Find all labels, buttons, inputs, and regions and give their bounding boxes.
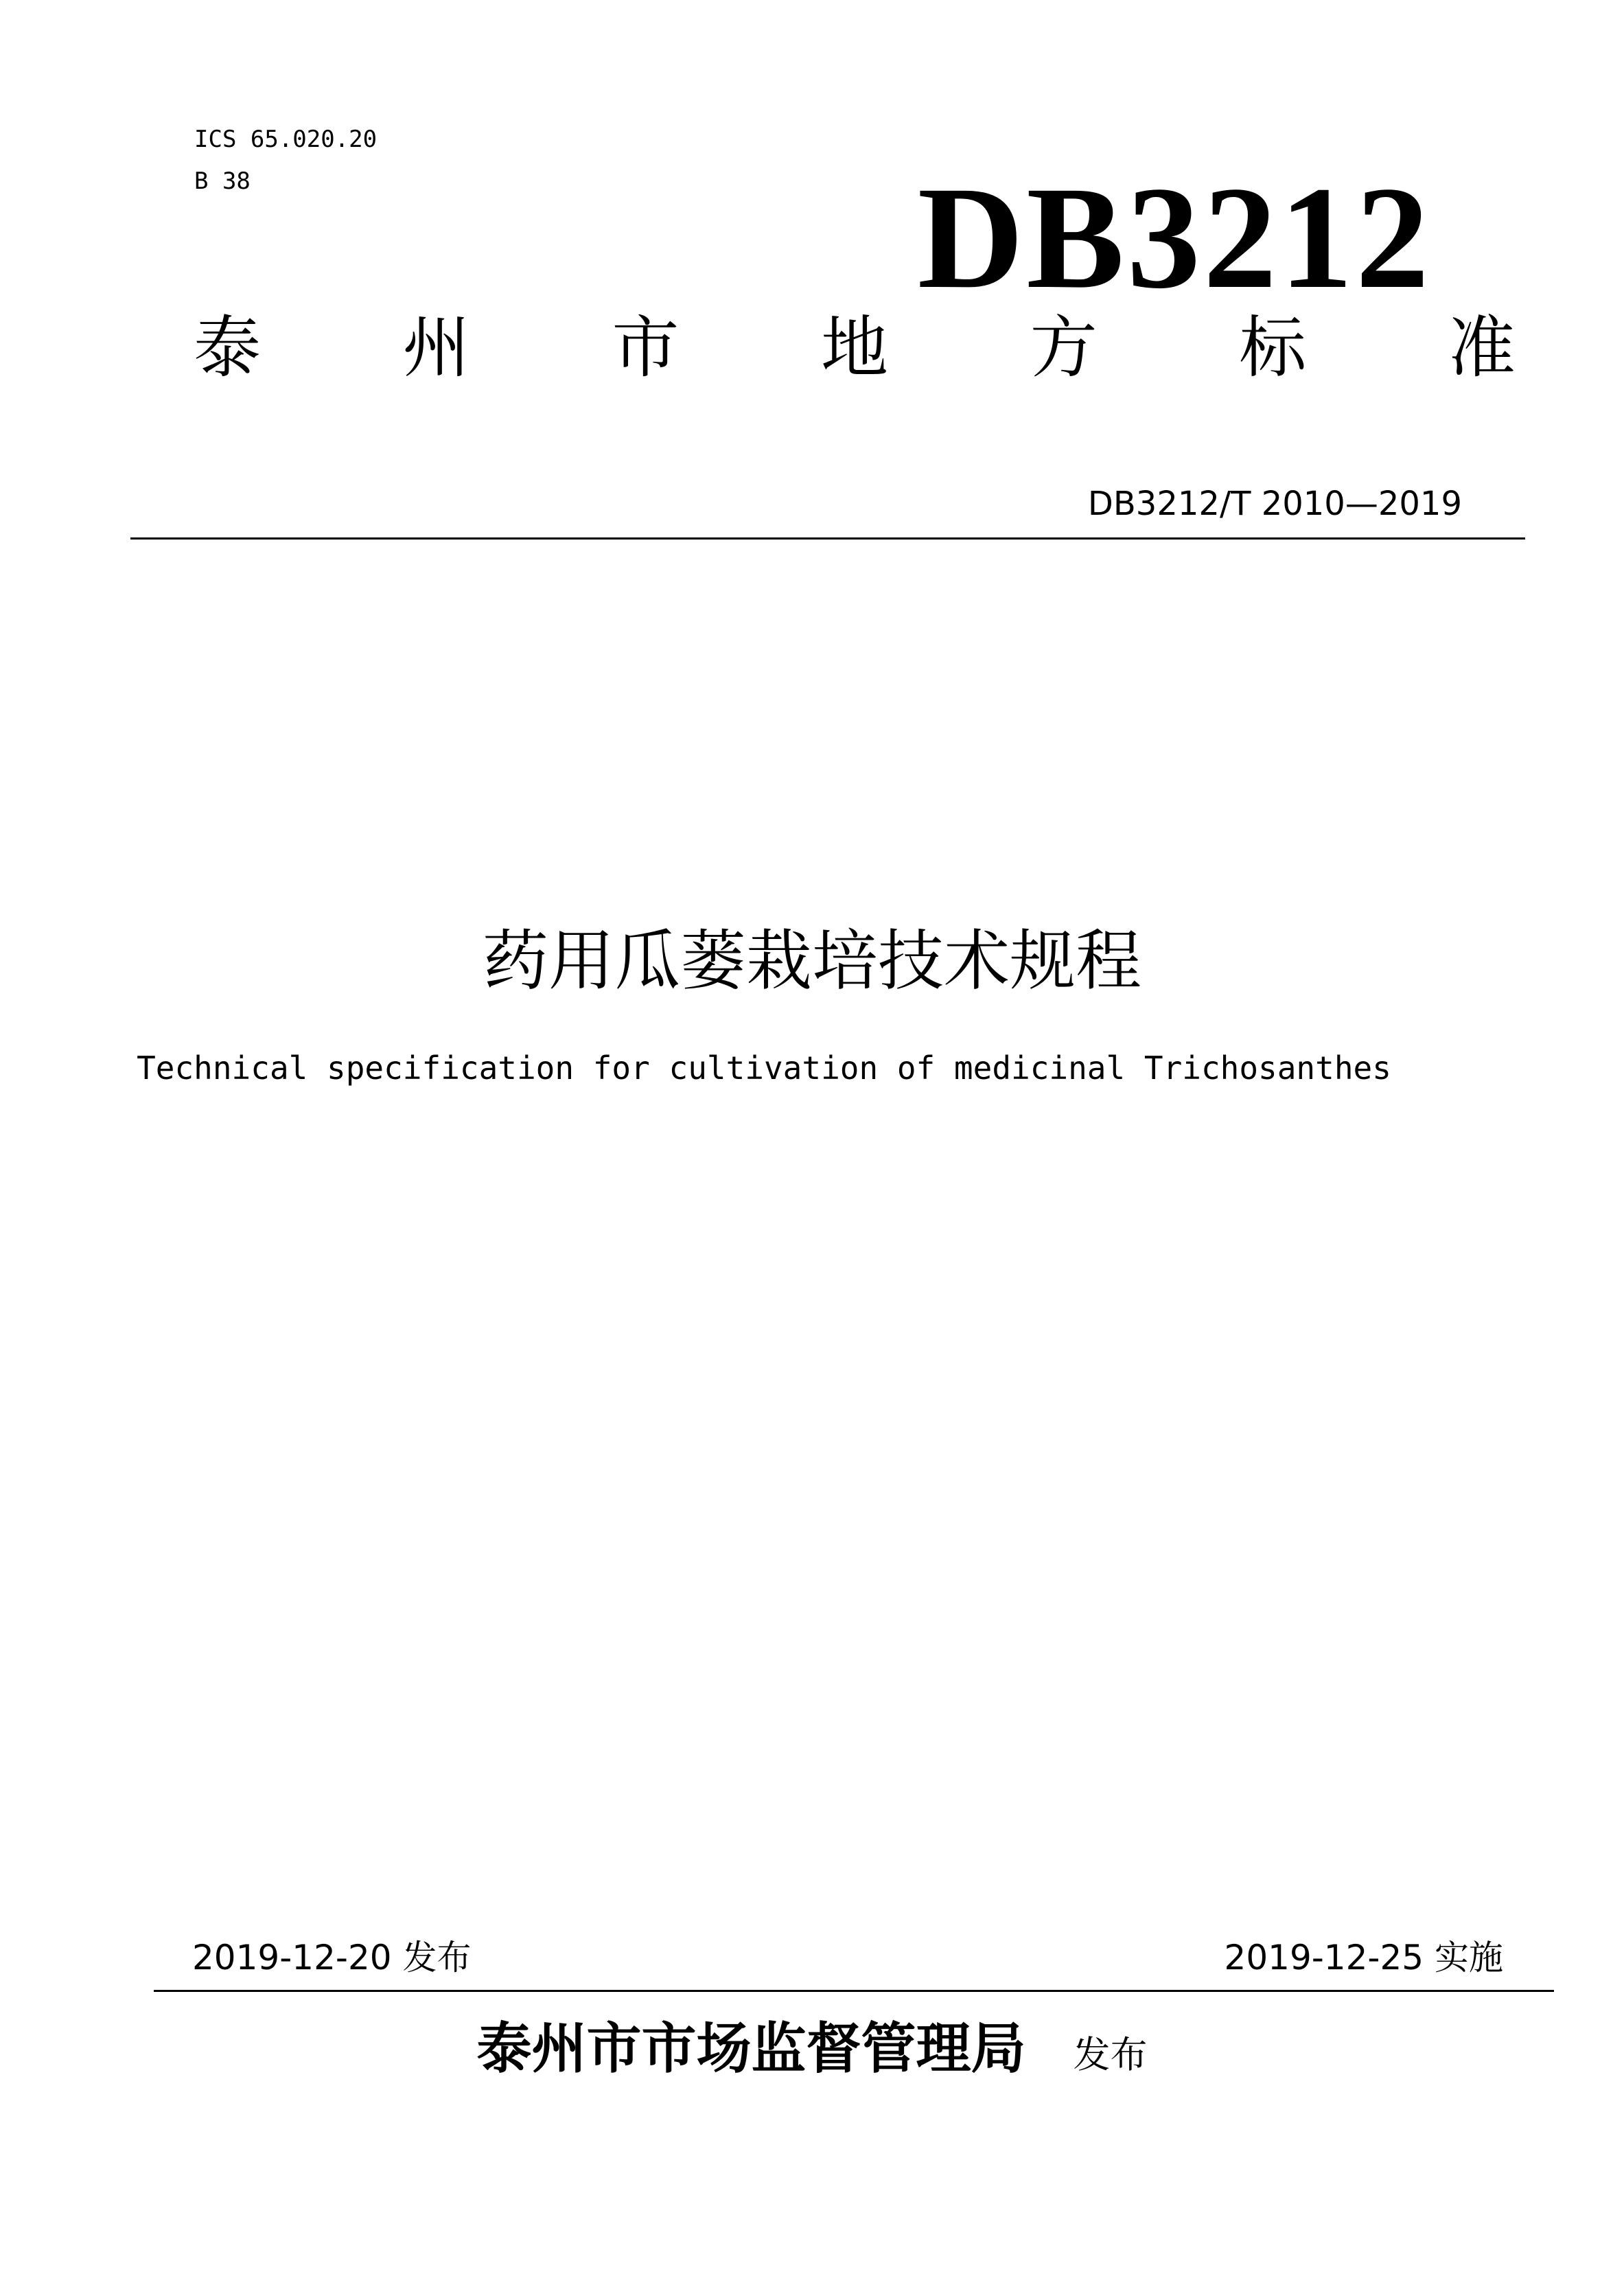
issue-date: 2019-12-20 发布 [192, 1938, 472, 1978]
issuer-suffix: 发布 [1073, 2033, 1148, 2076]
standard-type-char: 州 [402, 309, 470, 387]
classification-code: B 38 [194, 167, 251, 195]
footer-divider [154, 1990, 1554, 1992]
standard-type-char: 方 [1030, 309, 1098, 387]
issuer-name: 泰州市市场监督管理局 [476, 2017, 1026, 2080]
standard-type-char: 市 [612, 309, 680, 387]
document-title-en-text: Technical specification for cultivation of medicinal Trichosanthes [137, 1050, 1391, 1087]
document-title-en [0, 1050, 1624, 1087]
issuer-line [0, 2017, 1624, 2080]
standard-type-char: 标 [1239, 309, 1307, 387]
standard-type-char: 地 [820, 309, 888, 387]
standard-number: DB3212/T 2010—2019 [1087, 485, 1462, 523]
header-divider [130, 537, 1525, 540]
implementation-date: 2019-12-25 实施 [1224, 1938, 1503, 1978]
ics-code: ICS 65.020.20 [194, 126, 378, 153]
standard-type-char: 泰 [194, 309, 262, 387]
standard-logo: DB3212 [917, 156, 1432, 319]
standard-type-char: 准 [1448, 309, 1516, 387]
standard-type-heading [194, 309, 1516, 387]
document-title-zh: 药用瓜蒌栽培技术规程 [483, 923, 1141, 999]
